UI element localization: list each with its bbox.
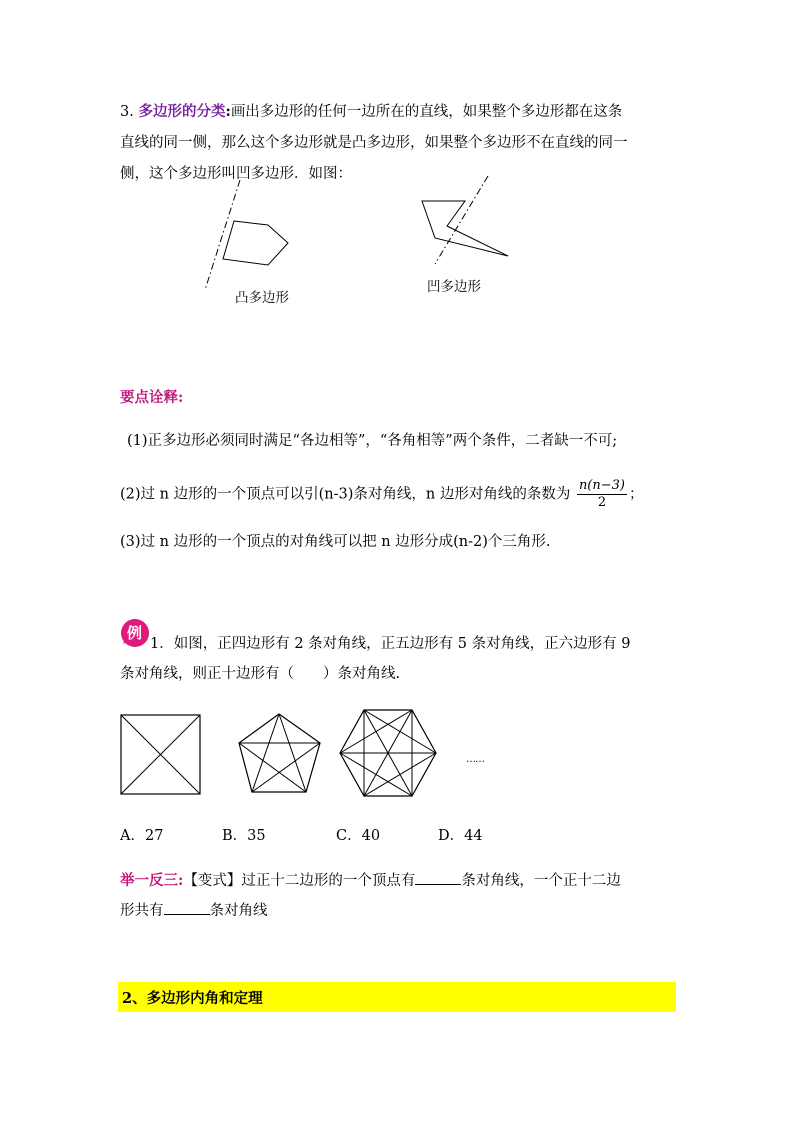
key-point-2-text: (2)过 n 边形的一个顶点可以引(n-3)条对角线，n 边形对角线的条数为	[120, 486, 571, 503]
variant-line2-b: 条对角线	[209, 903, 268, 919]
concave-polygon-label: 凹多边形	[427, 279, 481, 295]
pentagon-with-diagonals	[239, 714, 320, 792]
section3-line1	[120, 102, 622, 122]
example-line1: 1．如图，正四边形有 2 条对角线，正五边形有 5 条对角线，正六边形有 9	[150, 636, 631, 652]
key-point-1: (1)正多边形必须同时满足“各边相等”，“各角相等”两个条件，二者缺一不可;	[127, 433, 618, 449]
variant-line1-b: 条对角线，一个正十二边	[461, 873, 621, 889]
option-c: C．40	[336, 828, 381, 844]
fraction-denominator: 2	[597, 495, 607, 510]
section3-line2: 直线的同一侧，那么这个多边形就是凸多边形，如果整个多边形不在直线的同一	[120, 135, 628, 151]
concave-shape	[422, 201, 508, 256]
key-point-3: (3)过 n 边形的一个顶点的对角线可以把 n 边形分成(n-2)个三角形.	[120, 534, 551, 550]
variant-line2	[120, 900, 268, 921]
convex-dashed-line	[205, 180, 240, 290]
section3-heading: 多边形的分类	[138, 103, 226, 120]
answer-blank-2[interactable]	[164, 900, 210, 915]
variant-line1-a: 【变式】过正十二边形的一个顶点有	[183, 873, 416, 889]
example-badge-label: 例	[127, 624, 143, 642]
convex-pentagon	[223, 221, 288, 265]
key-points-heading: 要点诠释:	[120, 389, 184, 406]
fraction-numerator: n(n−3)	[578, 478, 625, 493]
section3-number: 3.	[120, 104, 134, 120]
section3-line3: 侧，这个多边形叫凹多边形．如图：	[120, 166, 352, 182]
option-b: B．35	[222, 828, 266, 844]
variant-lead: 举一反三:	[120, 872, 184, 889]
figure-ellipsis: ……	[466, 754, 484, 765]
key-point-2	[120, 478, 644, 511]
square-with-diagonals	[121, 715, 200, 794]
option-a: A．27	[120, 828, 164, 844]
convex-polygon	[205, 180, 288, 290]
diagonal-count-fraction	[577, 478, 627, 511]
concave-dashed-line	[435, 176, 488, 264]
section-2-header	[118, 982, 676, 1012]
section3-colon: :	[225, 103, 231, 120]
example-line2: 条对角线，则正十边形有（ ）条对角线.	[120, 666, 401, 682]
regular-polygons-diagonals-figure	[118, 706, 518, 802]
hexagon-with-diagonals	[340, 710, 436, 796]
section3-line1-rest: 画出多边形的任何一边所在的直线，如果整个多边形都在这条	[230, 104, 623, 120]
concave-polygon	[422, 176, 508, 264]
variant-line1	[120, 870, 621, 891]
variant-line2-a: 形共有	[120, 903, 164, 919]
convex-polygon-label: 凸多边形	[235, 290, 289, 306]
option-d: D．44	[438, 828, 483, 844]
key-point-2-end: ；	[629, 486, 644, 503]
section-2-title: 2、多边形内角和定理	[122, 990, 263, 1007]
answer-blank-1[interactable]	[415, 870, 461, 885]
